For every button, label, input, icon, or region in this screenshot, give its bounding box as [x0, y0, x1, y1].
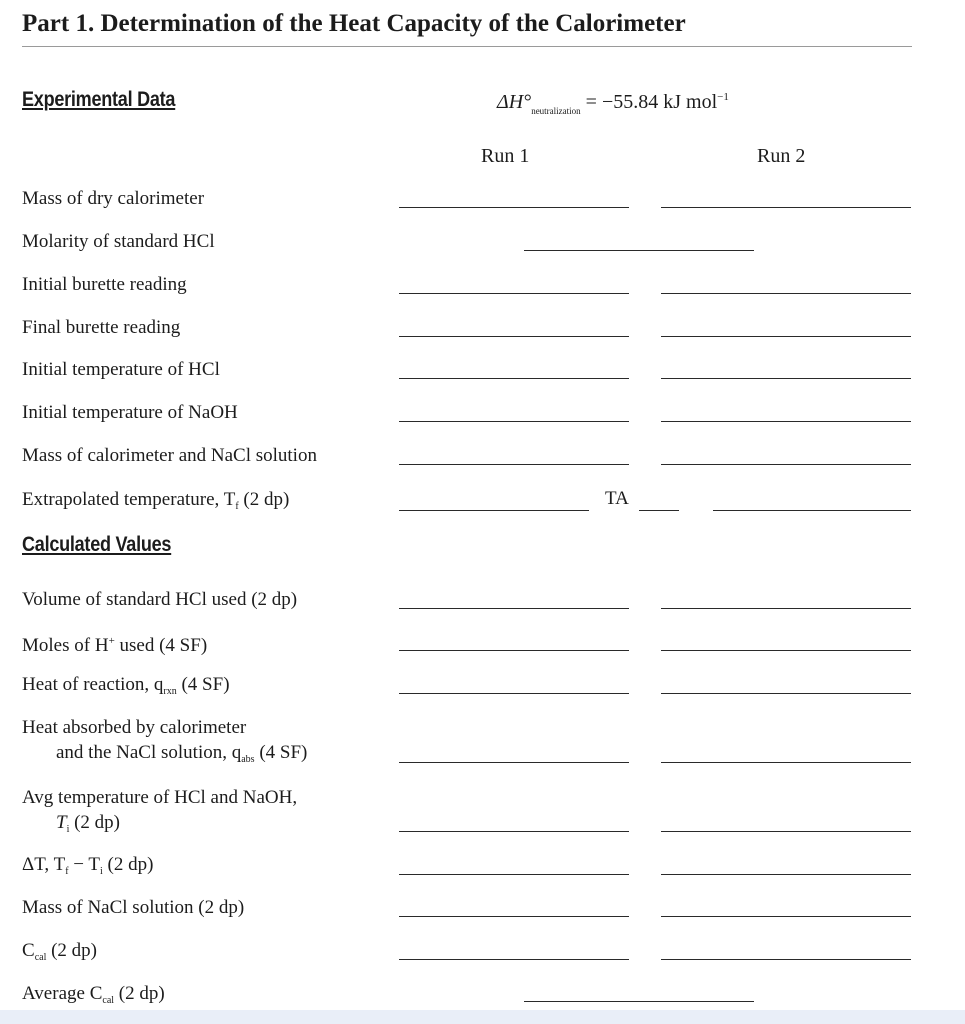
blank-initial-burette-run1[interactable] [399, 293, 629, 294]
formula-subscript: neutralization [531, 106, 581, 116]
heat-absorbed-line-2 [22, 740, 307, 772]
blank-ta-initials[interactable] [639, 510, 679, 511]
blank-initial-burette-run2[interactable] [661, 293, 911, 294]
row-label-avg-temp [22, 785, 297, 842]
row-label-initial-temp-hcl: Initial temperature of HCl [22, 359, 220, 380]
blank-delta-t-run1[interactable] [399, 874, 629, 875]
page-title: Part 1. Determination of the Heat Capacity of the Calorimeter [22, 10, 686, 37]
row-label-mass-calorimeter-nacl: Mass of calorimeter and NaCl solution [22, 445, 317, 466]
blank-mass-calorimeter-nacl-run2[interactable] [661, 464, 911, 465]
blank-heat-reaction-run1[interactable] [399, 693, 629, 694]
blank-extrapolated-temp-run2[interactable] [713, 510, 911, 511]
row-label-delta-t [22, 852, 153, 884]
row-label-heat-absorbed [22, 715, 307, 772]
extrapolated-temp-precision: (2 dp) [238, 489, 290, 510]
moles-h-superscript: + [108, 635, 115, 647]
heat-absorbed-subscript: abs [241, 754, 255, 765]
row-label-extrapolated-temp [22, 487, 289, 519]
blank-final-burette-run2[interactable] [661, 336, 911, 337]
delta-t-precision: (2 dp) [102, 854, 154, 875]
blank-volume-hcl-run2[interactable] [661, 608, 911, 609]
blank-mass-nacl-run2[interactable] [661, 916, 911, 917]
blank-moles-h-run2[interactable] [661, 650, 911, 651]
heat-reaction-precision: (4 SF) [176, 674, 230, 695]
calculated-values-heading: Calculated Values [22, 533, 172, 556]
ccal-text: C [22, 940, 35, 961]
row-label-initial-burette: Initial burette reading [22, 274, 187, 295]
row-label-mass-dry-calorimeter: Mass of dry calorimeter [22, 188, 205, 209]
delta-h-symbol: ΔH° [497, 91, 532, 113]
row-label-moles-h [22, 629, 207, 658]
average-ccal-text: Average C [22, 983, 103, 1004]
avg-temp-line-1: Avg temperature of HCl and NaOH, [22, 787, 298, 808]
row-label-volume-hcl: Volume of standard HCl used (2 dp) [22, 589, 298, 610]
viewer-bottom-bar [0, 1010, 965, 1024]
delta-t-text: ΔT, T [22, 854, 66, 875]
blank-heat-absorbed-run1[interactable] [399, 762, 629, 763]
avg-temp-subscript: i [66, 824, 70, 835]
blank-ccal-run1[interactable] [399, 959, 629, 960]
row-label-final-burette: Final burette reading [22, 317, 181, 338]
row-label-ccal [22, 938, 97, 970]
blank-volume-hcl-run1[interactable] [399, 608, 629, 609]
heat-reaction-text: Heat of reaction, q [22, 674, 164, 695]
blank-heat-reaction-run2[interactable] [661, 693, 911, 694]
avg-temp-line-2 [22, 810, 120, 842]
run-2-header: Run 2 [757, 145, 806, 167]
moles-h-text: Moles of H [22, 635, 109, 656]
blank-avg-temp-run1[interactable] [399, 831, 629, 832]
delta-t-minus: − T [68, 854, 101, 875]
row-label-average-ccal [22, 981, 165, 1013]
heat-absorbed-line-1: Heat absorbed by calorimeter [22, 717, 247, 738]
blank-mass-dry-calorimeter-run1[interactable] [399, 207, 629, 208]
row-label-molarity-hcl: Molarity of standard HCl [22, 231, 215, 252]
formula-superscript: −1 [717, 91, 729, 103]
blank-mass-dry-calorimeter-run2[interactable] [661, 207, 911, 208]
extrapolated-temp-text: Extrapolated temperature, T [22, 489, 236, 510]
row-label-heat-reaction [22, 672, 230, 704]
avg-temp-precision: (2 dp) [69, 812, 121, 833]
title-divider [22, 46, 912, 47]
avg-temp-symbol: T [56, 812, 67, 833]
ccal-precision: (2 dp) [46, 940, 97, 961]
run-1-header: Run 1 [481, 145, 530, 167]
neutralization-enthalpy [497, 91, 729, 116]
delta-t-subscript-f: f [65, 866, 69, 877]
blank-mass-nacl-run1[interactable] [399, 916, 629, 917]
row-label-initial-temp-naoh: Initial temperature of NaOH [22, 402, 238, 423]
average-ccal-precision: (2 dp) [114, 983, 165, 1004]
blank-initial-temp-hcl-run2[interactable] [661, 378, 911, 379]
blank-avg-temp-run2[interactable] [661, 831, 911, 832]
experimental-data-heading: Experimental Data [22, 88, 176, 111]
blank-average-ccal[interactable] [524, 1001, 754, 1002]
row-label-mass-nacl: Mass of NaCl solution (2 dp) [22, 897, 245, 918]
blank-extrapolated-temp-run1[interactable] [399, 510, 589, 511]
moles-h-precision: used (4 SF) [114, 635, 208, 656]
blank-initial-temp-hcl-run1[interactable] [399, 378, 629, 379]
blank-initial-temp-naoh-run2[interactable] [661, 421, 911, 422]
heat-absorbed-precision: (4 SF) [254, 742, 308, 763]
heat-absorbed-text: and the NaCl solution, q [56, 742, 242, 763]
blank-ccal-run2[interactable] [661, 959, 911, 960]
delta-t-subscript-i: i [100, 866, 103, 877]
average-ccal-subscript: cal [102, 995, 115, 1006]
blank-moles-h-run1[interactable] [399, 650, 629, 651]
blank-delta-t-run2[interactable] [661, 874, 911, 875]
extrapolated-temp-subscript: f [235, 501, 239, 512]
blank-mass-calorimeter-nacl-run1[interactable] [399, 464, 629, 465]
blank-final-burette-run1[interactable] [399, 336, 629, 337]
blank-molarity-hcl[interactable] [524, 250, 754, 251]
ccal-subscript: cal [34, 952, 47, 963]
formula-value: = −55.84 kJ mol [580, 91, 718, 113]
blank-heat-absorbed-run2[interactable] [661, 762, 911, 763]
heat-reaction-subscript: rxn [163, 686, 177, 697]
blank-initial-temp-naoh-run1[interactable] [399, 421, 629, 422]
ta-label: TA [605, 488, 629, 509]
